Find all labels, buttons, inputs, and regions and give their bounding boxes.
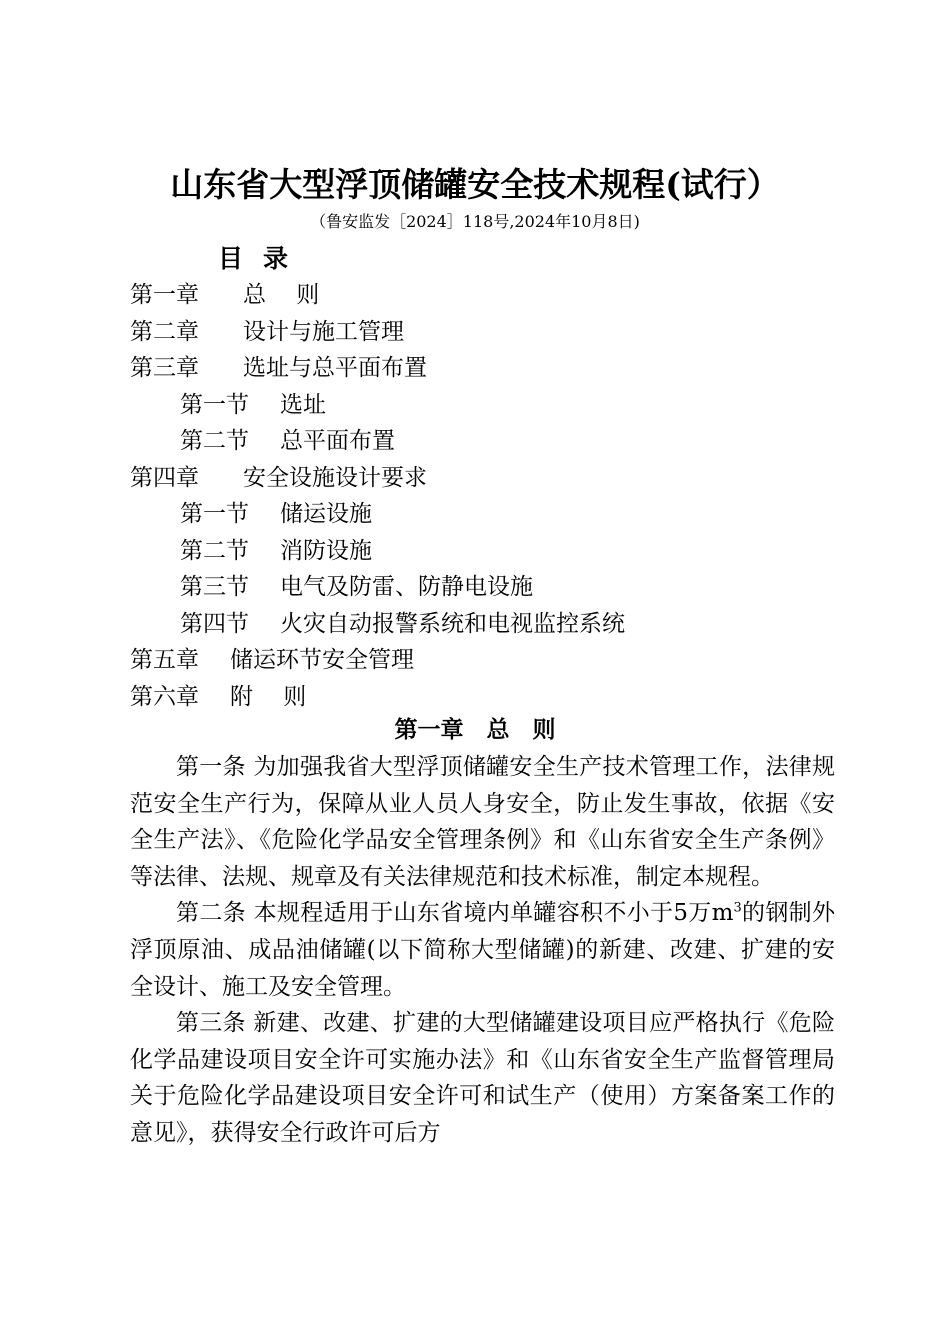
toc-item-number: 第一章 [130,282,199,308]
toc-item-number: 第五章 [130,647,199,673]
toc-item [130,569,625,606]
superscript: 3 [733,900,742,916]
article-paragraph: 第一条 为加强我省大型浮顶储罐安全生产技术管理工作，法律规范安全生产行为，保障从业人员人身安全，防止发生事故，依据《安全生产法》、《危险化学品安全管理条例》和《山东省安全生产条例》等法律、法规、规章及有关法律规范和技术标准，制定本规程。 [130,754,835,890]
toc-item [130,606,625,643]
toc-item [130,679,625,716]
toc-item [130,387,625,424]
article-paragraph: 第三条 新建、改建、扩建的大型储罐建设项目应严格执行《危险化学品建设项目安全许可实施办法》和《山东省安全生产监督管理局关于危险化学品建设项目安全许可和试生产（使用）方案备案工作的意见》，获得安全行政许可后方 [130,1010,835,1146]
toc-item [130,460,625,497]
chapter-body [130,749,835,1152]
toc-item-number: 第四节 [180,610,249,637]
toc-item [130,642,625,679]
toc-item-number: 第一节 [180,501,249,527]
toc-item-title: 总平面布置 [280,428,395,454]
toc-item [130,423,625,460]
toc-item-number: 第四章 [130,464,199,491]
article-paragraph [130,895,835,1005]
table-of-contents [130,277,625,715]
toc-item-number: 第二章 [130,318,199,345]
article-text: 第二条 本规程适用于山东省境内单罐容积不小于5万m [176,900,734,927]
toc-item-number: 第一节 [180,391,249,418]
toc-heading: 目录 [218,244,309,273]
toc-item-title: 附 则 [230,683,318,710]
chapter-heading: 第一章 总 则 [394,716,556,743]
toc-item-title: 储运环节安全管理 [230,647,414,673]
toc-item-title: 安全设施设计要求 [243,464,427,491]
toc-item [130,277,625,314]
toc-item-number: 第三节 [180,574,249,600]
toc-item-title: 储运设施 [280,501,372,527]
toc-item-number: 第二节 [180,537,249,564]
toc-item [130,533,625,570]
toc-item-title: 消防设施 [280,537,372,564]
toc-item-title: 电气及防雷、防静电设施 [280,574,533,600]
document-subtitle: （鲁安监发［2024］118号,2024年10月8日) [310,212,640,231]
toc-item [130,314,625,351]
toc-item-title: 火灾自动报警系统和电视监控系统 [280,610,625,637]
article-text: 的钢制外浮顶原油、成品油储罐(以下简称大型储罐)的新建、改建、扩建的安全设计、施工及安全管理。 [130,900,835,1000]
toc-item-title: 设计与施工管理 [243,318,404,345]
toc-item-title: 选址 [280,391,326,418]
toc-item-title: 选址与总平面布置 [243,355,427,381]
toc-item-title: 总 则 [243,282,331,308]
toc-item [130,496,625,533]
toc-item-number: 第三章 [130,355,199,381]
document-title: 山东省大型浮顶储罐安全技术规程(试行） [170,165,780,204]
toc-item-number: 第六章 [130,683,199,710]
toc-item [130,350,625,387]
toc-item-number: 第二节 [180,428,249,454]
